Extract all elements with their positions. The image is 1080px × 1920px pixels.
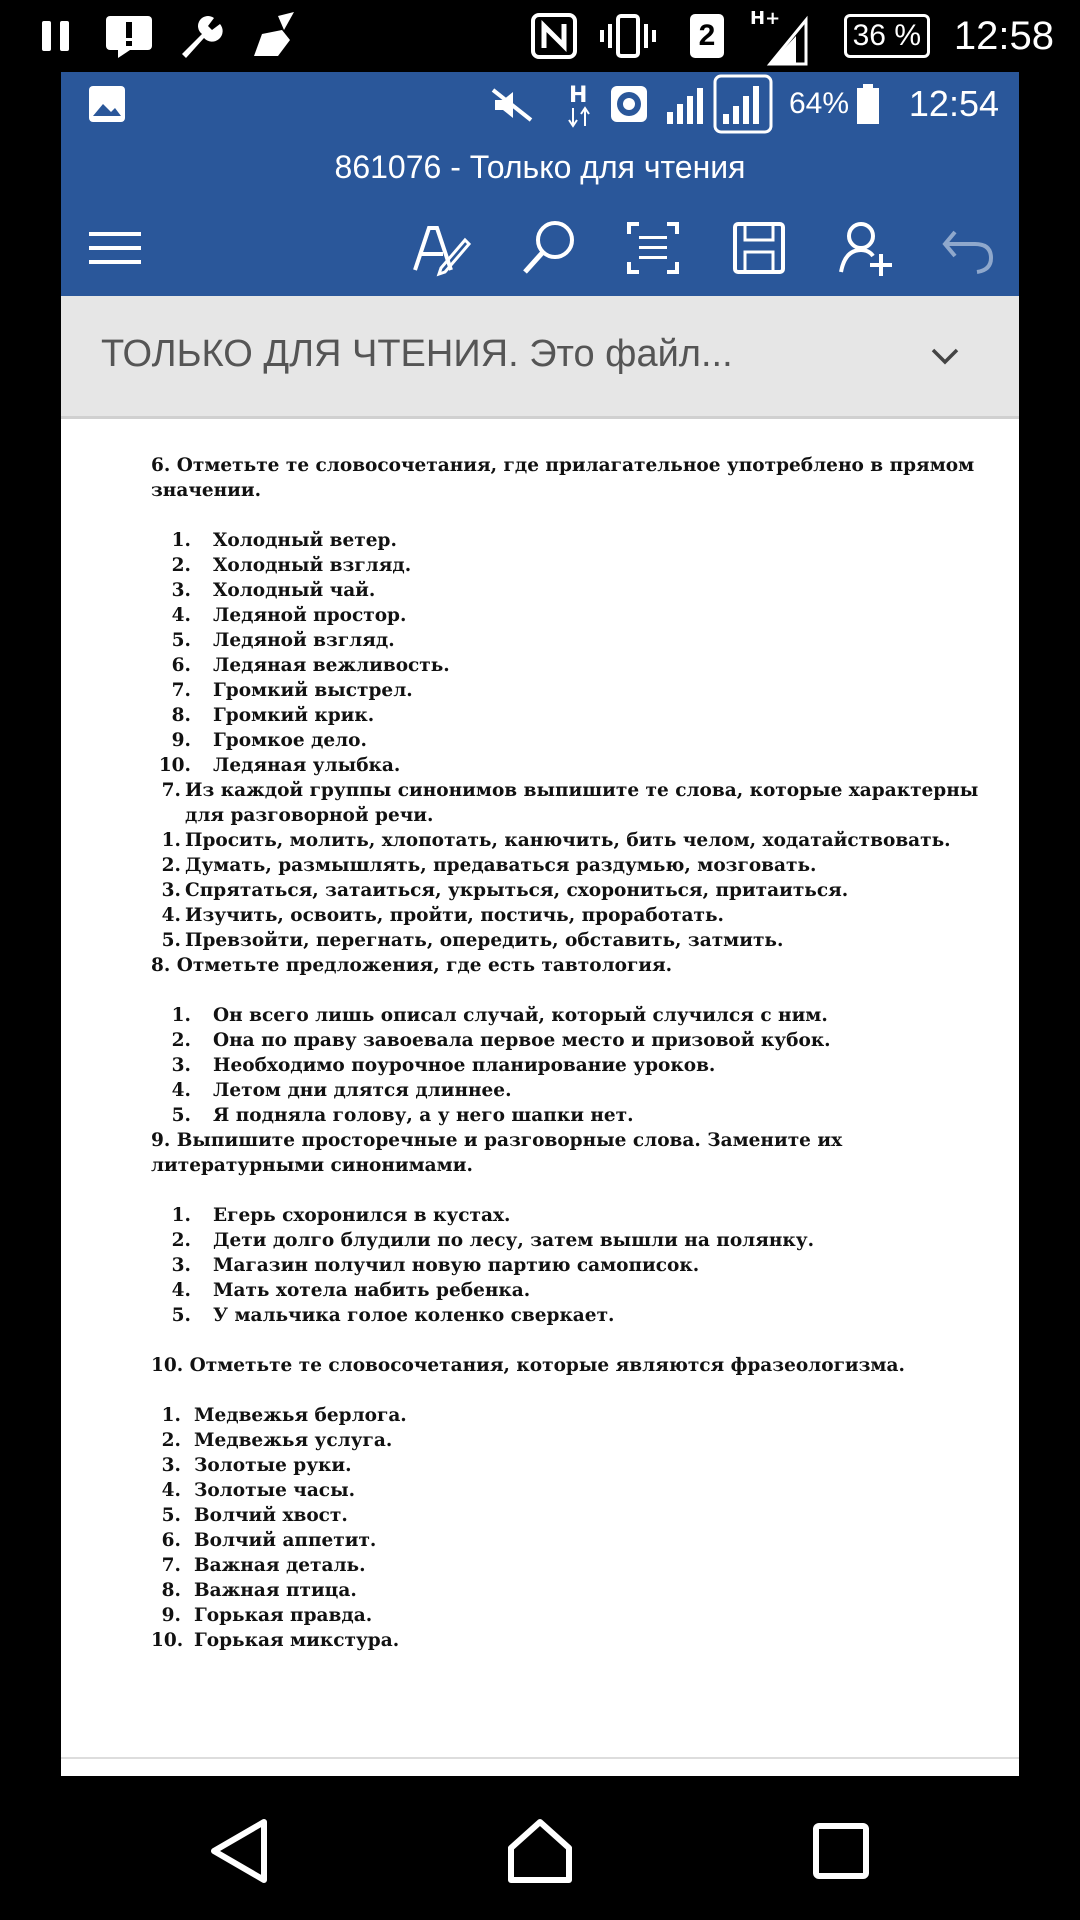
list-number: 5. — [171, 1105, 191, 1126]
q7-list-item — [151, 828, 991, 853]
mute-icon — [491, 86, 533, 129]
home-button[interactable] — [505, 1816, 575, 1886]
list-text: У мальчика голое коленко сверкает. — [213, 1305, 615, 1326]
list-text: Громкий крик. — [213, 705, 375, 726]
web-icon — [609, 84, 649, 129]
q7-number: 7. — [161, 780, 181, 801]
list-number: 2. — [161, 1430, 181, 1451]
list-text: Важная птица. — [194, 1580, 357, 1601]
list-text: Ледяной простор. — [213, 605, 407, 626]
list-text: Горькая микстура. — [194, 1630, 400, 1651]
q7-list-item — [151, 928, 991, 953]
nfc-icon — [530, 0, 578, 72]
list-text: Золотые руки. — [194, 1455, 352, 1476]
q9-list-item — [151, 1228, 991, 1253]
list-number: 4. — [161, 905, 181, 926]
system-clock: 12:58 — [953, 13, 1054, 58]
q6-list-item — [151, 628, 991, 653]
list-text: Медвежья услуга. — [194, 1430, 393, 1451]
q6-list-item — [151, 603, 991, 628]
q8-list-item — [151, 1103, 991, 1128]
battery-indicator — [844, 0, 930, 72]
q8-list-item — [151, 1053, 991, 1078]
list-text: Холодный ветер. — [213, 530, 397, 551]
q10-list-item — [151, 1453, 991, 1478]
q10-list-item — [151, 1503, 991, 1528]
q7-list-item — [151, 878, 991, 903]
chevron-down-icon[interactable] — [925, 336, 965, 376]
list-text: Ледяная улыбка. — [213, 755, 401, 776]
list-number: 5. — [161, 930, 181, 951]
q7-list-item — [151, 903, 991, 928]
undo-icon — [939, 218, 999, 278]
list-text: Громкое дело. — [213, 730, 367, 751]
edit-button[interactable] — [411, 218, 471, 278]
q9-list-item — [151, 1278, 991, 1303]
list-text: Она по праву завоевала первое место и призовой кубок. — [213, 1030, 831, 1051]
list-number: 9. — [171, 730, 191, 751]
list-text: Превзойти, перегнать, опередить, обставить, затмить. — [185, 930, 784, 951]
list-number: 5. — [171, 1305, 191, 1326]
pause-icon — [38, 0, 74, 72]
list-number: 8. — [161, 1580, 181, 1601]
vibrate-icon — [600, 0, 656, 72]
list-number: 3. — [171, 1055, 191, 1076]
system-status-bar — [0, 0, 1080, 72]
undo-button[interactable] — [939, 218, 999, 278]
menu-button[interactable] — [85, 218, 145, 278]
q10-list-item — [151, 1478, 991, 1503]
list-number: 5. — [171, 630, 191, 651]
q8-list-item — [151, 1078, 991, 1103]
save-icon — [729, 218, 789, 278]
list-number: 1. — [171, 530, 191, 551]
inner-status-bar — [61, 72, 1019, 136]
list-number: 1. — [171, 1205, 191, 1226]
app-screen — [61, 72, 1019, 1776]
q6-list-item — [151, 703, 991, 728]
back-triangle-icon — [206, 1816, 276, 1886]
list-text: Важная деталь. — [194, 1555, 366, 1576]
list-number: 2. — [171, 1030, 191, 1051]
recents-square-icon — [806, 1816, 876, 1886]
broom-icon — [248, 0, 304, 72]
q8-list-item — [151, 1003, 991, 1028]
list-number: 2. — [171, 555, 191, 576]
read-only-message: ТОЛЬКО ДЛЯ ЧТЕНИЯ. Это файл... — [101, 333, 733, 375]
list-number: 10. — [158, 755, 191, 776]
list-text: Мать хотела набить ребенка. — [213, 1280, 531, 1301]
document-body — [151, 453, 991, 1653]
q9-list-item — [151, 1253, 991, 1278]
signal-sim2-icon — [713, 74, 773, 139]
list-text: Волчий аппетит. — [194, 1530, 377, 1551]
share-button[interactable] — [837, 218, 897, 278]
list-number: 6. — [171, 655, 191, 676]
q6-list-item — [151, 753, 991, 778]
svg-text:H: H — [569, 83, 588, 108]
list-number: 2. — [161, 855, 181, 876]
hamburger-icon — [85, 218, 145, 278]
q8-list — [151, 1003, 991, 1128]
q10-list-item — [151, 1528, 991, 1553]
q9-list-item — [151, 1303, 991, 1328]
q8-list-item — [151, 1028, 991, 1053]
question-7 — [151, 778, 991, 826]
list-text: Медвежья берлога. — [194, 1405, 407, 1426]
list-number: 4. — [171, 1080, 191, 1101]
q7-list — [151, 828, 991, 953]
q10-list-item — [151, 1428, 991, 1453]
back-button[interactable] — [206, 1816, 276, 1886]
list-text: Егерь схоронился в кустах. — [213, 1205, 511, 1226]
list-text: Изучить, освоить, пройти, постичь, проработать. — [185, 905, 724, 926]
list-number: 1. — [161, 1405, 181, 1426]
q9-list — [151, 1203, 991, 1328]
q6-list-item — [151, 728, 991, 753]
q6-list — [151, 528, 991, 778]
q10-list — [151, 1403, 991, 1653]
edit-pen-icon — [411, 218, 471, 278]
q7-text-line — [185, 778, 985, 828]
list-text: Я подняла голову, а у него шапки нет. — [213, 1105, 634, 1126]
list-text: Необходимо поурочное планирование уроков. — [213, 1055, 716, 1076]
q6-list-item — [151, 553, 991, 578]
list-number: 8. — [171, 705, 191, 726]
list-number: 3. — [171, 580, 191, 601]
list-text: Золотые часы. — [194, 1480, 356, 1501]
list-text: Горькая правда. — [194, 1605, 373, 1626]
svg-text:H+: H+ — [750, 8, 781, 29]
list-number: 5. — [161, 1505, 181, 1526]
list-text: Спрятаться, затаиться, укрыться, схорониться, притаиться. — [185, 880, 849, 901]
list-text: Холодный чай. — [213, 580, 376, 601]
question-9: 9. Выпишите просторечные и разговорные слова. Замените их литературными синонимами. — [151, 1130, 843, 1176]
list-number: 4. — [161, 1480, 181, 1501]
read-only-banner[interactable] — [61, 296, 1019, 419]
list-text: Думать, размышлять, предаваться раздумью, мозговать. — [185, 855, 817, 876]
list-text: Летом дни длятся длиннее. — [213, 1080, 512, 1101]
signal-hplus-icon — [750, 0, 810, 72]
home-icon — [505, 1816, 575, 1886]
h-data-icon — [565, 80, 593, 133]
document-title: 861076 - Только для чтения — [334, 149, 746, 185]
inner-clock: 12:54 — [908, 83, 999, 124]
inner-battery-percent: 64% — [788, 87, 849, 120]
list-number: 7. — [171, 680, 191, 701]
q6-list-item — [151, 653, 991, 678]
q9-list-item — [151, 1203, 991, 1228]
list-number: 10. — [151, 1630, 184, 1651]
q10-list-item — [151, 1603, 991, 1628]
q6-list-item — [151, 678, 991, 703]
list-number: 3. — [161, 1455, 181, 1476]
document-page[interactable] — [61, 419, 1019, 1759]
search-icon — [519, 218, 579, 278]
list-number: 2. — [171, 1230, 191, 1251]
list-number: 1. — [171, 1005, 191, 1026]
list-text: Холодный взгляд. — [213, 555, 412, 576]
q10-list-item — [151, 1578, 991, 1603]
search-button[interactable] — [519, 218, 579, 278]
question-6: 6. Отметьте те словосочетания, где прилагательное употреблено в прямом значении. — [151, 455, 975, 501]
list-text: Магазин получил новую партию самописок. — [213, 1255, 700, 1276]
title-bar — [61, 136, 1019, 198]
q7-list-item — [151, 853, 991, 878]
list-number: 3. — [171, 1255, 191, 1276]
page-divider — [61, 1757, 1019, 1759]
list-text: Громкий выстрел. — [213, 680, 413, 701]
navigation-bar — [0, 1776, 1080, 1920]
list-text: Он всего лишь описал случай, который случился с ним. — [213, 1005, 828, 1026]
list-number: 6. — [161, 1530, 181, 1551]
q10-list-item — [151, 1403, 991, 1428]
wrench-icon — [176, 0, 224, 72]
list-text: Волчий хвост. — [194, 1505, 348, 1526]
sim2-icon: 2 — [690, 0, 724, 72]
reading-view-icon — [623, 218, 683, 278]
recents-button[interactable] — [806, 1816, 876, 1886]
add-person-icon — [837, 218, 897, 278]
gallery-icon — [87, 84, 127, 129]
list-text: Дети долго блудили по лесу, затем вышли на полянку. — [213, 1230, 815, 1251]
toolbar — [61, 198, 1019, 296]
question-10: 10. Отметьте те словосочетания, которые являются фразеологизма. — [151, 1355, 905, 1376]
list-text: Ледяная вежливость. — [213, 655, 450, 676]
save-button[interactable] — [729, 218, 789, 278]
list-number: 1. — [161, 830, 181, 851]
signal-sim1-icon — [665, 82, 711, 131]
question-8: 8. Отметьте предложения, где есть тавтология. — [151, 955, 673, 976]
q6-list-item — [151, 528, 991, 553]
list-number: 3. — [161, 880, 181, 901]
list-number: 4. — [171, 1280, 191, 1301]
list-text: Просить, молить, хлопотать, канючить, бить челом, ходатайствовать. — [185, 830, 951, 851]
battery-percent: 36 % — [844, 14, 930, 58]
q10-list-item — [151, 1553, 991, 1578]
reading-view-button[interactable] — [623, 218, 683, 278]
alert-icon — [104, 0, 154, 72]
q7-text: Из каждой группы синонимов выпишите те слова, которые характерны для разговорной речи. — [185, 780, 979, 826]
inner-battery-icon — [855, 84, 881, 129]
list-text: Ледяной взгляд. — [213, 630, 395, 651]
list-number: 4. — [171, 605, 191, 626]
list-number: 7. — [161, 1555, 181, 1576]
q10-list-item — [151, 1628, 991, 1653]
list-number: 9. — [161, 1605, 181, 1626]
q6-list-item — [151, 578, 991, 603]
